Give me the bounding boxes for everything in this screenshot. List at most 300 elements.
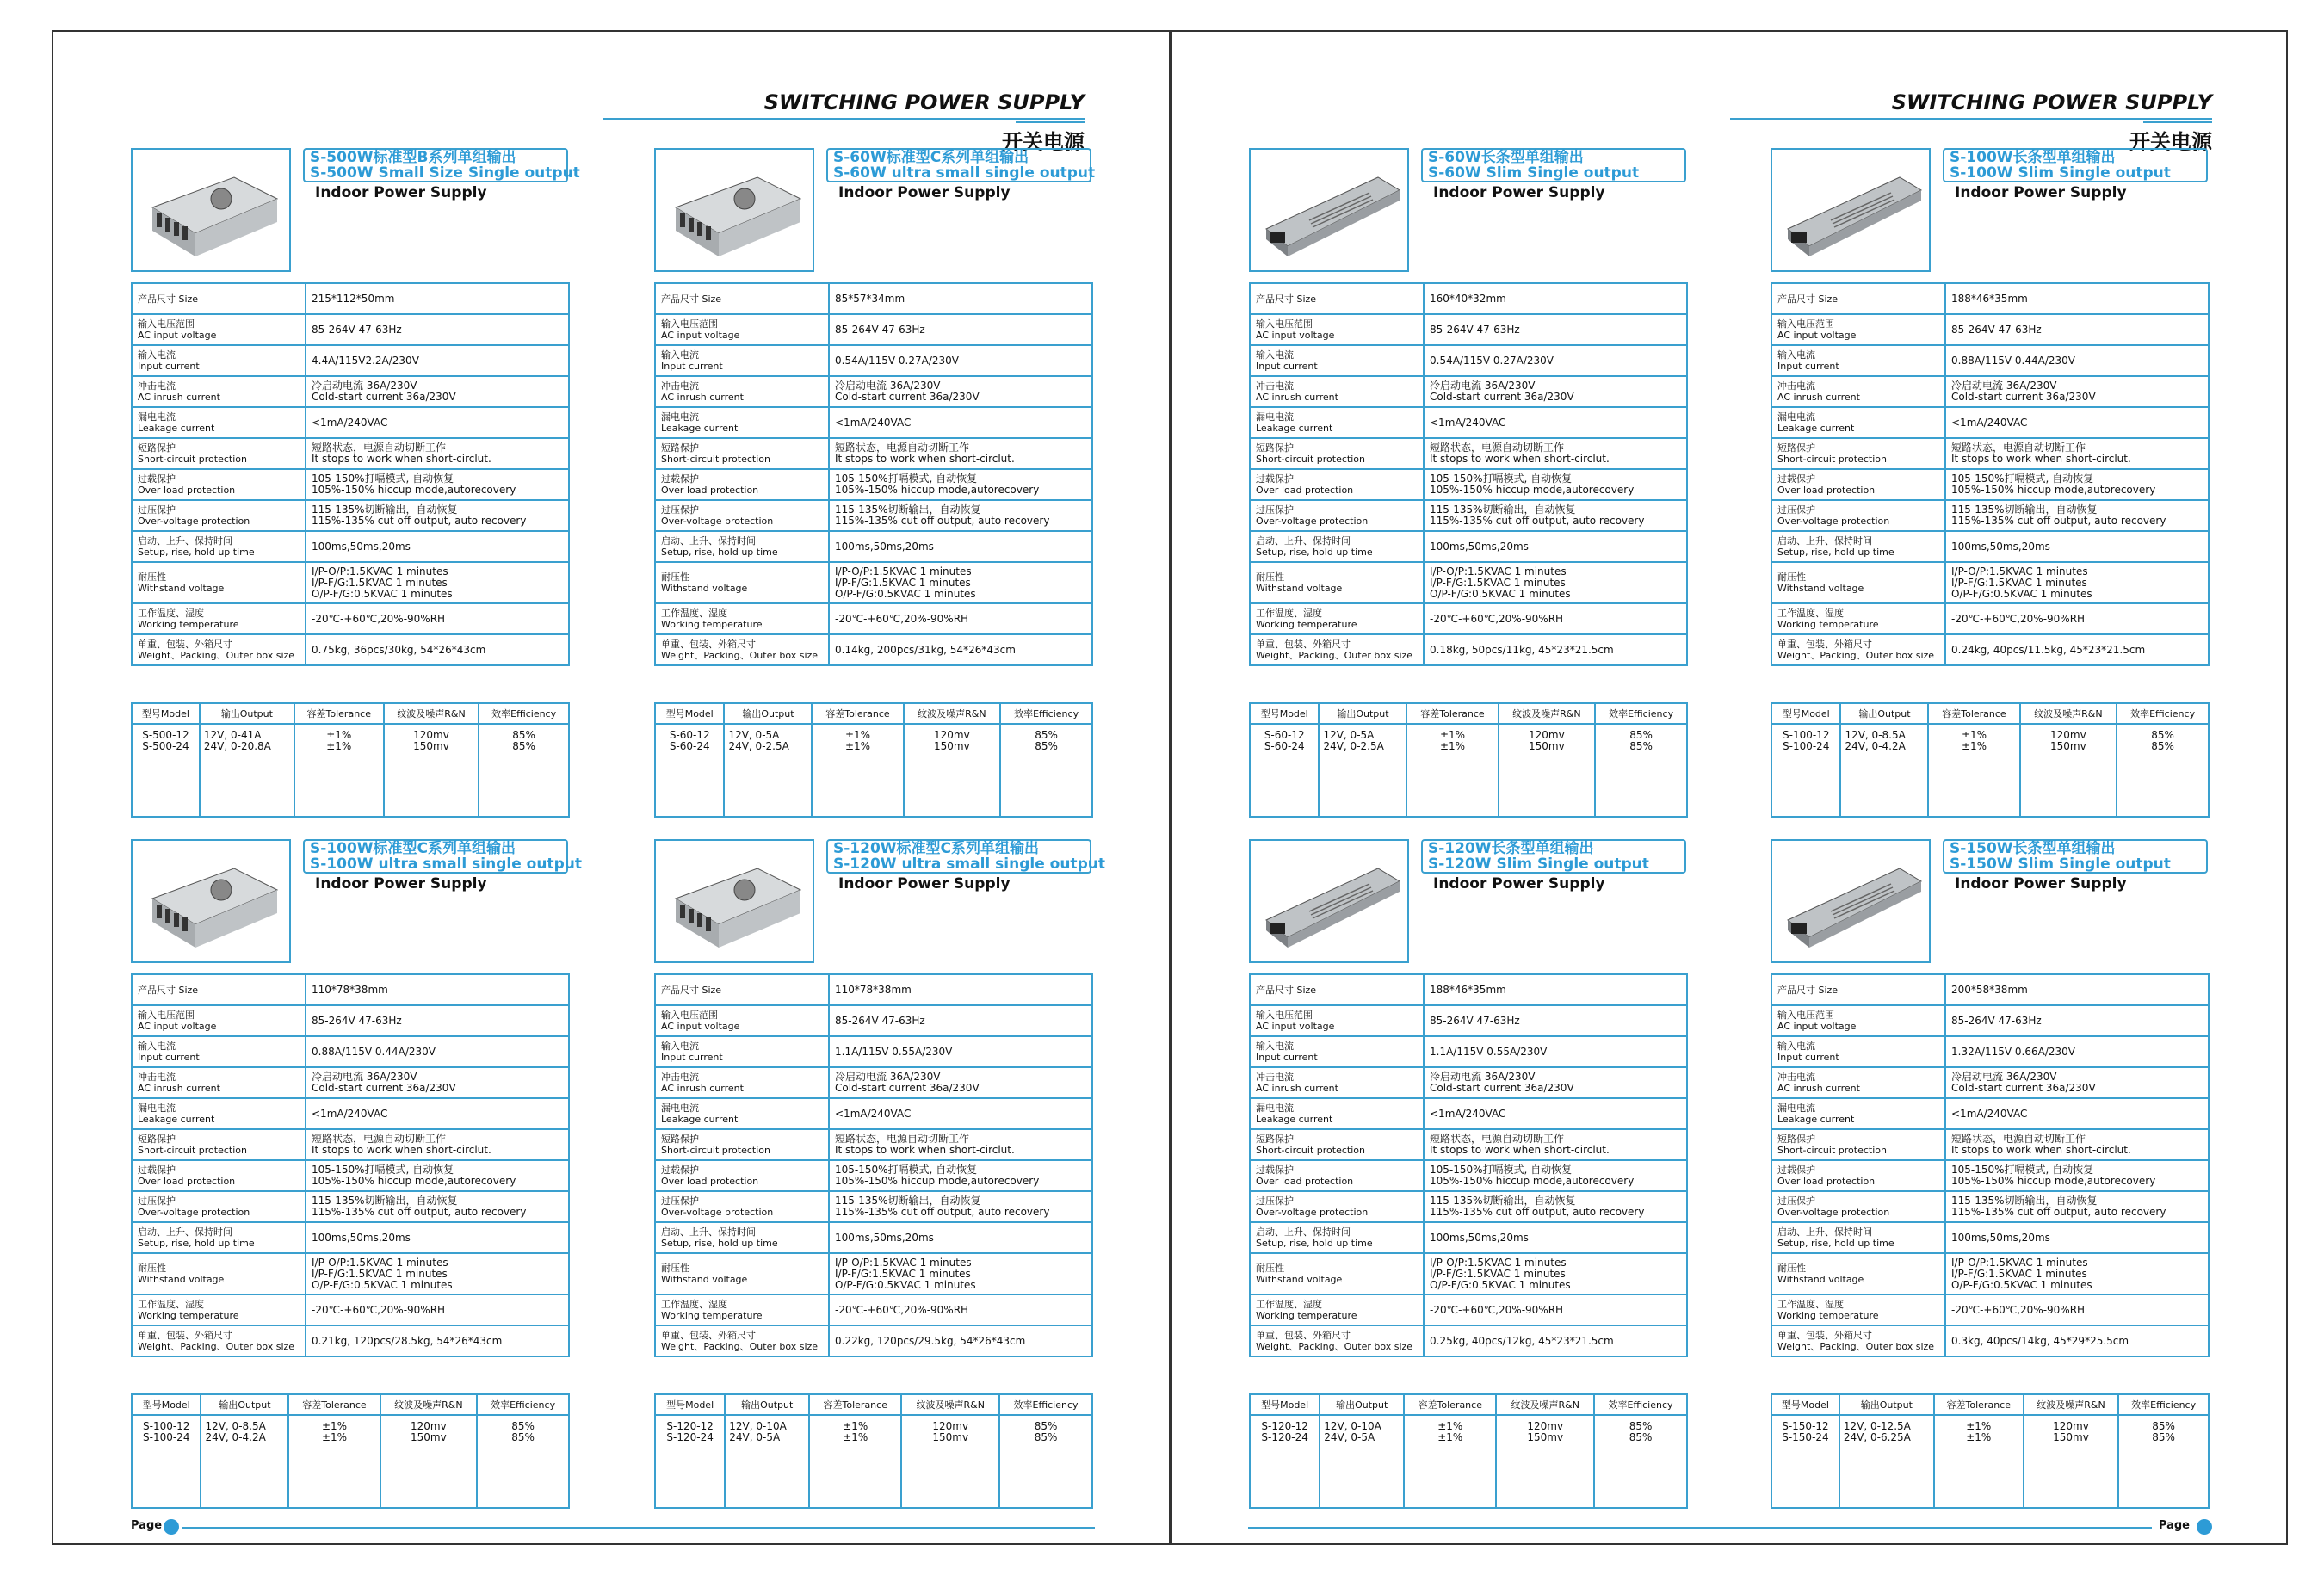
- model-ripple: 120mv 150mv: [2024, 1415, 2118, 1508]
- spec-row: [1250, 469, 1687, 500]
- spec-label: 输入电流 Input current: [1250, 345, 1424, 376]
- spec-label: 启动、上升、保持时间 Setup, rise, hold up time: [655, 531, 829, 562]
- model-header: 容差Tolerance: [1404, 1394, 1496, 1415]
- spec-row: [655, 345, 1092, 376]
- spec-value: 100ms,50ms,20ms: [306, 531, 569, 562]
- model-header: 纹波及噪声R&N: [2020, 703, 2117, 724]
- spec-value: 115-135%切断输出，自动恢复 115%-135% cut off output, auto recovery: [1424, 500, 1687, 531]
- spec-label: 单重、包装、外箱尺寸 Weight、Packing、Outer box size: [132, 634, 306, 665]
- product-title-cn: S-100W标准型C系列单组输出: [310, 840, 516, 857]
- spec-value: -20℃-+60℃,20%-90%RH: [306, 603, 569, 634]
- spec-label: 产品尺寸 Size: [1250, 283, 1424, 314]
- spec-label: 工作温度、湿度 Working temperature: [1250, 603, 1424, 634]
- spec-value: 85-264V 47-63Hz: [1945, 1005, 2209, 1036]
- model-names: S-60-12 S-60-24: [655, 724, 724, 817]
- spec-label: 冲击电流 AC inrush current: [655, 1067, 829, 1098]
- spec-row: [1771, 1067, 2209, 1098]
- spec-row: [1250, 283, 1687, 314]
- spec-label: 冲击电流 AC inrush current: [1250, 376, 1424, 407]
- model-header: 输出Output: [1320, 1394, 1404, 1415]
- page-number-dot: [164, 1519, 179, 1535]
- product-photo: [654, 148, 814, 272]
- model-header: 效率Efficiency: [479, 703, 569, 724]
- model-header: 效率Efficiency: [2118, 1394, 2209, 1415]
- spec-label: 过载保护 Over load protection: [1771, 1160, 1945, 1191]
- spec-label: 短路保护 Short-circuit protection: [1771, 1129, 1945, 1160]
- spec-value: 85*57*34mm: [829, 283, 1092, 314]
- spec-row: [655, 438, 1092, 469]
- spec-label: 短路保护 Short-circuit protection: [132, 1129, 306, 1160]
- spec-value: 115-135%切断输出，自动恢复 115%-135% cut off output, auto recovery: [829, 1191, 1092, 1222]
- spec-value: 短路状态，电源自动切断工作 It stops to work when short-circlut.: [306, 438, 569, 469]
- spec-label: 产品尺寸 Size: [1771, 974, 1945, 1005]
- spec-value: 100ms,50ms,20ms: [1945, 1222, 2209, 1253]
- spec-row: [1250, 1067, 1687, 1098]
- spec-label: 单重、包装、外箱尺寸 Weight、Packing、Outer box size: [655, 634, 829, 665]
- spec-label: 启动、上升、保持时间 Setup, rise, hold up time: [132, 1222, 306, 1253]
- spec-label: 产品尺寸 Size: [1250, 974, 1424, 1005]
- model-header: 容差Tolerance: [812, 703, 903, 724]
- indoor-label: Indoor Power Supply: [315, 184, 487, 201]
- model-header: 型号Model: [1250, 703, 1319, 724]
- spec-label: 输入电压范围 AC input voltage: [655, 1005, 829, 1036]
- model-row: [132, 724, 569, 817]
- model-header: 纹波及噪声R&N: [1499, 703, 1596, 724]
- spec-value: 100ms,50ms,20ms: [306, 1222, 569, 1253]
- model-names: S-60-12 S-60-24: [1250, 724, 1319, 817]
- model-efficiency: 85% 85%: [1629, 1420, 1653, 1443]
- spec-value: I/P-O/P:1.5KVAC 1 minutes I/P-F/G:1.5KVAC 1 minutes O/P-F/G:0.5KVAC 1 minutes: [1424, 1253, 1687, 1294]
- spec-row: [655, 1098, 1092, 1129]
- spec-value: -20℃-+60℃,20%-90%RH: [829, 603, 1092, 634]
- model-row: [655, 724, 1092, 817]
- spec-row: [132, 376, 569, 407]
- spec-row: [132, 1129, 569, 1160]
- page-number-dot: [2197, 1519, 2212, 1535]
- model-outputs: 12V, 0-8.5A 24V, 0-4.2A: [201, 1415, 288, 1508]
- model-tolerance: ±1% ±1%: [812, 724, 903, 817]
- spec-value: 0.54A/115V 0.27A/230V: [1424, 345, 1687, 376]
- spec-row: [1250, 1129, 1687, 1160]
- model-header: 纹波及噪声R&N: [904, 703, 1001, 724]
- spec-row: [1250, 1005, 1687, 1036]
- spec-value: 105-150%打嗝模式, 自动恢复 105%-150% hiccup mode,autorecovery: [1424, 469, 1687, 500]
- spec-row: [1250, 1294, 1687, 1325]
- spec-row: [132, 531, 569, 562]
- model-header: 效率Efficiency: [477, 1394, 569, 1415]
- power-supply-photo-icon: [663, 160, 809, 263]
- spec-value: 0.25kg, 40pcs/12kg, 45*23*21.5cm: [1424, 1325, 1687, 1356]
- indoor-label: Indoor Power Supply: [838, 875, 1011, 893]
- spec-row: [1250, 1036, 1687, 1067]
- spec-row: [132, 469, 569, 500]
- model-efficiency: 85% 85%: [512, 729, 535, 752]
- spec-row: [655, 634, 1092, 665]
- model-table: [1249, 702, 1688, 818]
- spec-label: 漏电电流 Leakage current: [132, 1098, 306, 1129]
- model-outputs: 12V, 0-12.5A 24V, 0-6.25A: [1839, 1415, 1934, 1508]
- model-tolerance: ±1% ±1%: [294, 724, 384, 817]
- spec-value: <1mA/240VAC: [1945, 407, 2209, 438]
- spec-row: [655, 1067, 1092, 1098]
- product-title-en: S-100W ultra small single output: [310, 856, 582, 873]
- spec-label: 过压保护 Over-voltage protection: [1250, 500, 1424, 531]
- spec-row: [1771, 345, 2209, 376]
- spec-table: [131, 282, 570, 666]
- product-block: [131, 148, 580, 819]
- spec-value: 0.24kg, 40pcs/11.5kg, 45*23*21.5cm: [1945, 634, 2209, 665]
- spec-row: [1771, 469, 2209, 500]
- spec-label: 过载保护 Over load protection: [132, 1160, 306, 1191]
- spec-value: 100ms,50ms,20ms: [1424, 531, 1687, 562]
- spec-label: 冲击电流 AC inrush current: [655, 376, 829, 407]
- product-title-en: S-500W Small Size Single output: [310, 164, 580, 182]
- spec-row: [1250, 1160, 1687, 1191]
- spec-label: 工作温度、湿度 Working temperature: [655, 1294, 829, 1325]
- product-title-en: S-120W ultra small single output: [833, 856, 1105, 873]
- spec-row: [655, 603, 1092, 634]
- spec-value: 0.88A/115V 0.44A/230V: [306, 1036, 569, 1067]
- model-header: 容差Tolerance: [294, 703, 384, 724]
- model-header: 输出Output: [724, 703, 812, 724]
- spec-value: -20℃-+60℃,20%-90%RH: [1424, 1294, 1687, 1325]
- spec-label: 漏电电流 Leakage current: [1250, 1098, 1424, 1129]
- indoor-label: Indoor Power Supply: [1433, 875, 1605, 893]
- model-tolerance: ±1% ±1%: [809, 1415, 901, 1508]
- model-names: S-500-12 S-500-24: [132, 724, 200, 817]
- product-title-box: [303, 148, 580, 182]
- spec-value: 0.21kg, 120pcs/28.5kg, 54*26*43cm: [306, 1325, 569, 1356]
- spec-row: [1250, 500, 1687, 531]
- spec-value: I/P-O/P:1.5KVAC 1 minutes I/P-F/G:1.5KVAC 1 minutes O/P-F/G:0.5KVAC 1 minutes: [1945, 562, 2209, 603]
- model-names: S-120-12 S-120-24: [1250, 1415, 1320, 1508]
- spec-label: 工作温度、湿度 Working temperature: [1250, 1294, 1424, 1325]
- spec-label: 过载保护 Over load protection: [655, 1160, 829, 1191]
- model-header: 输出Output: [1840, 703, 1928, 724]
- spec-row: [655, 974, 1092, 1005]
- spec-row: [655, 1191, 1092, 1222]
- spec-label: 输入电流 Input current: [1771, 345, 1945, 376]
- spec-value: 85-264V 47-63Hz: [306, 314, 569, 345]
- model-header: 效率Efficiency: [1594, 1394, 1687, 1415]
- product-title-cn: S-500W标准型B系列单组输出: [310, 149, 516, 166]
- model-header: 输出Output: [201, 1394, 288, 1415]
- left-page-footer: [131, 1519, 1095, 1538]
- header-title-cn: 开关电源: [1002, 130, 1085, 154]
- model-header: 效率Efficiency: [2117, 703, 2209, 724]
- spec-row: [1250, 531, 1687, 562]
- spec-value: 0.88A/115V 0.44A/230V: [1945, 345, 2209, 376]
- spec-label: 过压保护 Over-voltage protection: [655, 1191, 829, 1222]
- spec-row: [1250, 974, 1687, 1005]
- spec-row: [1771, 1294, 2209, 1325]
- spec-row: [1771, 531, 2209, 562]
- spec-row: [655, 1325, 1092, 1356]
- spec-label: 输入电流 Input current: [132, 345, 306, 376]
- product-title-cn: S-60W标准型C系列单组输出: [833, 149, 1029, 166]
- model-header: 型号Model: [655, 1394, 725, 1415]
- spec-label: 输入电压范围 AC input voltage: [1250, 314, 1424, 345]
- spec-value: 短路状态，电源自动切断工作 It stops to work when short-circlut.: [1424, 438, 1687, 469]
- spec-value: <1mA/240VAC: [306, 407, 569, 438]
- spec-label: 输入电流 Input current: [655, 1036, 829, 1067]
- model-tolerance: ±1% ±1%: [1406, 724, 1498, 817]
- spec-label: 单重、包装、外箱尺寸 Weight、Packing、Outer box size: [132, 1325, 306, 1356]
- spec-row: [132, 500, 569, 531]
- spec-row: [1250, 376, 1687, 407]
- power-supply-photo-icon: [1779, 160, 1925, 263]
- model-header: 纹波及噪声R&N: [901, 1394, 999, 1415]
- spec-label: 输入电压范围 AC input voltage: [655, 314, 829, 345]
- spec-value: -20℃-+60℃,20%-90%RH: [1424, 603, 1687, 634]
- model-outputs: 12V, 0-5A 24V, 0-2.5A: [1319, 724, 1406, 817]
- model-header: 型号Model: [1771, 1394, 1839, 1415]
- spec-row: [1771, 603, 2209, 634]
- spec-label: 漏电电流 Leakage current: [1771, 407, 1945, 438]
- spec-row: [132, 1294, 569, 1325]
- spec-row: [1771, 438, 2209, 469]
- product-photo: [1771, 839, 1931, 963]
- spec-label: 单重、包装、外箱尺寸 Weight、Packing、Outer box size: [1250, 634, 1424, 665]
- spec-value: 85-264V 47-63Hz: [829, 1005, 1092, 1036]
- product-photo: [131, 148, 291, 272]
- spec-label: 漏电电流 Leakage current: [132, 407, 306, 438]
- product-block: [654, 839, 1105, 1510]
- model-header: 容差Tolerance: [1934, 1394, 2024, 1415]
- spec-row: [1771, 283, 2209, 314]
- spec-row: [655, 500, 1092, 531]
- model-header: 效率Efficiency: [1000, 703, 1092, 724]
- spec-row: [1250, 603, 1687, 634]
- spec-value: 105-150%打嗝模式, 自动恢复 105%-150% hiccup mode,autorecovery: [1945, 1160, 2209, 1191]
- spec-label: 冲击电流 AC inrush current: [1771, 376, 1945, 407]
- spec-row: [1250, 1191, 1687, 1222]
- product-title-box: [1943, 148, 2208, 182]
- spec-row: [655, 469, 1092, 500]
- spec-table: [654, 282, 1093, 666]
- spec-value: <1mA/240VAC: [829, 407, 1092, 438]
- spec-value: 短路状态，电源自动切断工作 It stops to work when short-circlut.: [829, 438, 1092, 469]
- model-row: [1771, 1415, 2209, 1508]
- indoor-label: Indoor Power Supply: [1955, 875, 2127, 893]
- power-supply-photo-icon: [1779, 851, 1925, 954]
- spec-value: 105-150%打嗝模式, 自动恢复 105%-150% hiccup mode,autorecovery: [829, 1160, 1092, 1191]
- spec-label: 短路保护 Short-circuit protection: [1771, 438, 1945, 469]
- spec-row: [1771, 1222, 2209, 1253]
- spec-label: 产品尺寸 Size: [655, 283, 829, 314]
- spec-value: <1mA/240VAC: [829, 1098, 1092, 1129]
- product-title-cn: S-150W长条型单组输出: [1950, 840, 2116, 857]
- spec-value: 115-135%切断输出，自动恢复 115%-135% cut off output, auto recovery: [306, 500, 569, 531]
- spec-label: 耐压性 Withstand voltage: [655, 562, 829, 603]
- spec-value: 188*46*35mm: [1945, 283, 2209, 314]
- spec-row: [132, 345, 569, 376]
- spec-label: 工作温度、湿度 Working temperature: [655, 603, 829, 634]
- spec-row: [655, 1253, 1092, 1294]
- spec-value: 105-150%打嗝模式, 自动恢复 105%-150% hiccup mode,autorecovery: [1424, 1160, 1687, 1191]
- spec-label: 启动、上升、保持时间 Setup, rise, hold up time: [655, 1222, 829, 1253]
- spec-table: [1249, 282, 1688, 666]
- product-title-box: [303, 839, 582, 874]
- spec-label: 输入电流 Input current: [1250, 1036, 1424, 1067]
- spec-value: 短路状态，电源自动切断工作 It stops to work when short-circlut.: [1945, 438, 2209, 469]
- spec-row: [1771, 562, 2209, 603]
- spec-label: 单重、包装、外箱尺寸 Weight、Packing、Outer box size: [655, 1325, 829, 1356]
- model-outputs: 12V, 0-8.5A 24V, 0-4.2A: [1840, 724, 1928, 817]
- spec-label: 短路保护 Short-circuit protection: [1250, 1129, 1424, 1160]
- spec-row: [1771, 407, 2209, 438]
- spec-row: [1771, 1036, 2209, 1067]
- model-tolerance: ±1% ±1%: [1404, 1415, 1496, 1508]
- spec-row: [655, 1222, 1092, 1253]
- model-header: 输出Output: [200, 703, 294, 724]
- spec-value: 105-150%打嗝模式, 自动恢复 105%-150% hiccup mode,autorecovery: [829, 469, 1092, 500]
- spec-label: 冲击电流 AC inrush current: [1771, 1067, 1945, 1098]
- spec-value: 冷启动电流 36A/230V Cold-start current 36a/230V: [1424, 376, 1687, 407]
- spec-label: 短路保护 Short-circuit protection: [655, 1129, 829, 1160]
- product-title-box: [1421, 839, 1686, 874]
- spec-row: [655, 562, 1092, 603]
- spec-table: [1249, 973, 1688, 1357]
- spec-label: 冲击电流 AC inrush current: [132, 376, 306, 407]
- model-header: 容差Tolerance: [288, 1394, 380, 1415]
- spec-label: 过压保护 Over-voltage protection: [132, 500, 306, 531]
- spec-row: [1250, 562, 1687, 603]
- model-table: [131, 1393, 570, 1509]
- model-ripple: 120mv 150mv: [1499, 724, 1596, 817]
- model-efficiency: 85% 85%: [1034, 1420, 1058, 1443]
- spec-value: 0.3kg, 40pcs/14kg, 45*29*25.5cm: [1945, 1325, 2209, 1356]
- spec-value: 160*40*32mm: [1424, 283, 1687, 314]
- product-block: [654, 148, 1096, 819]
- spec-value: 100ms,50ms,20ms: [1945, 531, 2209, 562]
- spec-label: 启动、上升、保持时间 Setup, rise, hold up time: [132, 531, 306, 562]
- spec-label: 产品尺寸 Size: [132, 974, 306, 1005]
- model-ripple: 120mv 150mv: [380, 1415, 478, 1508]
- model-table: [1771, 702, 2210, 818]
- model-names: S-120-12 S-120-24: [655, 1415, 725, 1508]
- spec-row: [132, 1253, 569, 1294]
- spec-row: [1250, 438, 1687, 469]
- spec-label: 耐压性 Withstand voltage: [132, 562, 306, 603]
- power-supply-photo-icon: [139, 160, 286, 263]
- model-header: 容差Tolerance: [1928, 703, 2019, 724]
- model-names: S-150-12 S-150-24: [1771, 1415, 1839, 1508]
- spec-value: 85-264V 47-63Hz: [1945, 314, 2209, 345]
- product-photo: [1771, 148, 1931, 272]
- spec-label: 工作温度、湿度 Working temperature: [1771, 1294, 1945, 1325]
- spec-value: 115-135%切断输出，自动恢复 115%-135% cut off output, auto recovery: [1945, 1191, 2209, 1222]
- spec-label: 启动、上升、保持时间 Setup, rise, hold up time: [1250, 1222, 1424, 1253]
- spec-label: 冲击电流 AC inrush current: [1250, 1067, 1424, 1098]
- spec-row: [655, 1129, 1092, 1160]
- spec-value: 4.4A/115V2.2A/230V: [306, 345, 569, 376]
- spec-row: [1250, 407, 1687, 438]
- spec-row: [132, 1325, 569, 1356]
- spec-row: [655, 376, 1092, 407]
- spec-value: 110*78*38mm: [829, 974, 1092, 1005]
- product-title-cn: S-120W标准型C系列单组输出: [833, 840, 1040, 857]
- model-header: 型号Model: [1250, 1394, 1320, 1415]
- model-header: 输出Output: [1839, 1394, 1934, 1415]
- spec-value: 冷启动电流 36A/230V Cold-start current 36a/230V: [1945, 376, 2209, 407]
- spec-label: 单重、包装、外箱尺寸 Weight、Packing、Outer box size: [1771, 1325, 1945, 1356]
- spec-table: [131, 973, 570, 1357]
- spec-row: [1250, 345, 1687, 376]
- spec-value: 1.1A/115V 0.55A/230V: [1424, 1036, 1687, 1067]
- spec-label: 工作温度、湿度 Working temperature: [1771, 603, 1945, 634]
- spec-value: I/P-O/P:1.5KVAC 1 minutes I/P-F/G:1.5KVAC 1 minutes O/P-F/G:0.5KVAC 1 minutes: [829, 1253, 1092, 1294]
- spec-label: 漏电电流 Leakage current: [1250, 407, 1424, 438]
- product-photo: [131, 839, 291, 963]
- model-outputs: 12V, 0-41A 24V, 0-20.8A: [200, 724, 294, 817]
- spec-label: 产品尺寸 Size: [1771, 283, 1945, 314]
- model-ripple: 120mv 150mv: [901, 1415, 999, 1508]
- spec-label: 输入电压范围 AC input voltage: [1771, 1005, 1945, 1036]
- model-header: 输出Output: [725, 1394, 809, 1415]
- spec-value: <1mA/240VAC: [1945, 1098, 2209, 1129]
- model-row: [655, 1415, 1092, 1508]
- indoor-label: Indoor Power Supply: [1955, 184, 2127, 201]
- spec-value: 0.18kg, 50pcs/11kg, 45*23*21.5cm: [1424, 634, 1687, 665]
- product-title-en: S-120W Slim Single output: [1428, 856, 1649, 873]
- spec-label: 输入电压范围 AC input voltage: [132, 314, 306, 345]
- spec-label: 启动、上升、保持时间 Setup, rise, hold up time: [1771, 1222, 1945, 1253]
- spec-label: 过载保护 Over load protection: [1250, 1160, 1424, 1191]
- power-supply-photo-icon: [139, 851, 286, 954]
- spec-value: -20℃-+60℃,20%-90%RH: [1945, 1294, 2209, 1325]
- spec-value: 0.54A/115V 0.27A/230V: [829, 345, 1092, 376]
- spec-label: 输入电压范围 AC input voltage: [132, 1005, 306, 1036]
- spec-label: 短路保护 Short-circuit protection: [132, 438, 306, 469]
- spec-row: [1250, 314, 1687, 345]
- model-header: 纹波及噪声R&N: [2024, 1394, 2118, 1415]
- spec-value: 100ms,50ms,20ms: [829, 531, 1092, 562]
- product-title-cn: S-100W长条型单组输出: [1950, 149, 2116, 166]
- spec-row: [655, 1005, 1092, 1036]
- spec-label: 过载保护 Over load protection: [655, 469, 829, 500]
- spec-row: [1771, 500, 2209, 531]
- model-outputs: 12V, 0-10A 24V, 0-5A: [725, 1415, 809, 1508]
- model-efficiency: 85% 85%: [2152, 1420, 2175, 1443]
- spec-value: 215*112*50mm: [306, 283, 569, 314]
- spec-row: [1771, 1253, 2209, 1294]
- spec-value: 105-150%打嗝模式, 自动恢复 105%-150% hiccup mode,autorecovery: [306, 469, 569, 500]
- spec-value: -20℃-+60℃,20%-90%RH: [1945, 603, 2209, 634]
- spec-value: I/P-O/P:1.5KVAC 1 minutes I/P-F/G:1.5KVAC 1 minutes O/P-F/G:0.5KVAC 1 minutes: [306, 562, 569, 603]
- model-ripple: 120mv 150mv: [1496, 1415, 1594, 1508]
- spec-row: [132, 283, 569, 314]
- spec-label: 单重、包装、外箱尺寸 Weight、Packing、Outer box size: [1771, 634, 1945, 665]
- spec-label: 过压保护 Over-voltage protection: [1250, 1191, 1424, 1222]
- model-header: 纹波及噪声R&N: [380, 1394, 478, 1415]
- spec-row: [132, 314, 569, 345]
- product-title-en: S-100W Slim Single output: [1950, 164, 2171, 182]
- spec-row: [132, 1160, 569, 1191]
- spec-value: 冷启动电流 36A/230V Cold-start current 36a/230V: [306, 376, 569, 407]
- spec-value: 冷启动电流 36A/230V Cold-start current 36a/230V: [306, 1067, 569, 1098]
- spec-row: [655, 407, 1092, 438]
- model-header: 效率Efficiency: [1595, 703, 1687, 724]
- spec-label: 过压保护 Over-voltage protection: [655, 500, 829, 531]
- model-tolerance: ±1% ±1%: [1934, 1415, 2024, 1508]
- model-header: 型号Model: [655, 703, 724, 724]
- spec-value: I/P-O/P:1.5KVAC 1 minutes I/P-F/G:1.5KVAC 1 minutes O/P-F/G:0.5KVAC 1 minutes: [829, 562, 1092, 603]
- spec-row: [655, 531, 1092, 562]
- spec-label: 单重、包装、外箱尺寸 Weight、Packing、Outer box size: [1250, 1325, 1424, 1356]
- spec-row: [655, 314, 1092, 345]
- spec-label: 过压保护 Over-voltage protection: [1771, 500, 1945, 531]
